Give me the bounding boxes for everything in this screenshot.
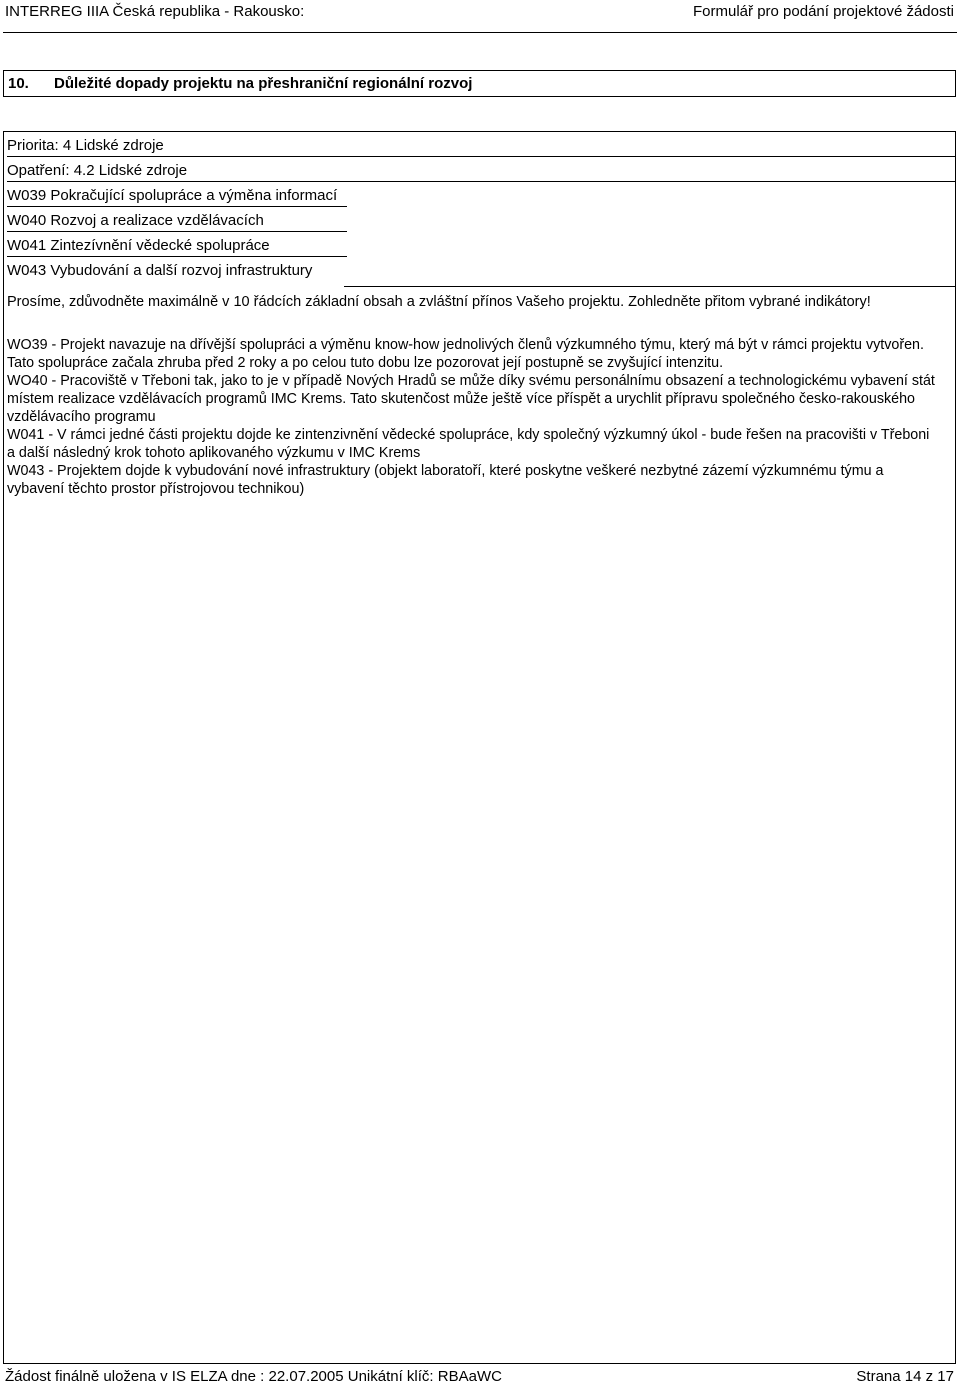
header-program: INTERREG IIIA Česká republika - Rakousko: [5, 3, 305, 20]
indicator-item: W040 Rozvoj a realizace vzdělávacích [7, 211, 347, 232]
indicator-item: W043 Vybudování a další rozvoj infrastruktury [7, 262, 313, 279]
page-header [5, 3, 954, 23]
measure-line: Opatření: 4.2 Lidské zdroje [7, 161, 955, 182]
header-form-title: Formulář pro podání projektové žádosti [693, 3, 954, 20]
footer-save-info: Žádost finálně uložena v IS ELZA dne : 22.07.2005 Unikátní klíč: RBAaWC [5, 1368, 502, 1385]
priority-line: Priorita: 4 Lidské zdroje [7, 136, 955, 157]
header-divider [3, 32, 957, 33]
section-title: Důležité dopady projektu na přeshraniční regionální rozvoj [54, 75, 473, 92]
section-number: 10. [8, 75, 29, 92]
narrative-paragraph: W041 - V rámci jedné části projektu dojde ke zintenzivnění vědecké spolupráce, kdy společný výzkumný úkol - bude řešen na pracovišti v Třeboni a další následný krok tohoto aplikovaného výzkumu v IMC Krems [7, 427, 930, 461]
section-content [3, 131, 956, 1364]
page-footer [5, 1368, 954, 1386]
indicator-item: W041 Zintezívnění vědecké spolupráce [7, 236, 347, 257]
narrative-paragraph: WO39 - Projekt navazuje na dřívější spolupráci a výměnu know-how jednolivých členů výzkumného týmu, který má být v rámci projektu vytvořen. Tato spolupráce začala zhruba před 2 roky a po celou tuto dobu lze pozorovat její postupně se zvyšující intenzitu. [7, 337, 924, 371]
justification-text [7, 336, 935, 498]
indicator-area-divider [344, 286, 955, 287]
section-heading [3, 70, 956, 97]
narrative-paragraph: W043 - Projektem dojde k vybudování nové infrastruktury (objekt laboratoří, které poskytne veškeré nezbytné zázemí výzkumnému týmu a vybavení těchto prostor přístrojovou technikou) [7, 463, 884, 497]
page-number: Strana 14 z 17 [856, 1368, 954, 1385]
narrative-paragraph: WO40 - Pracoviště v Třeboni tak, jako to je v případě Nových Hradů se může díky svému personálnímu obsazení a technologickému vybavení stát místem realizace vzdělávacích programů IMC Krems. Tato skutenčost může ještě více příspět a urychlit přípravu společného česko-rakouského vzdělávacího programu [7, 373, 935, 425]
indicator-item: W039 Pokračující spolupráce a výměna informací [7, 186, 347, 207]
justification-prompt: Prosíme, zdůvodněte maximálně v 10 řádcích základní obsah a zvláštní přínos Vašeho projektu. Zohledněte přitom vybrané indikátory! [7, 294, 871, 310]
